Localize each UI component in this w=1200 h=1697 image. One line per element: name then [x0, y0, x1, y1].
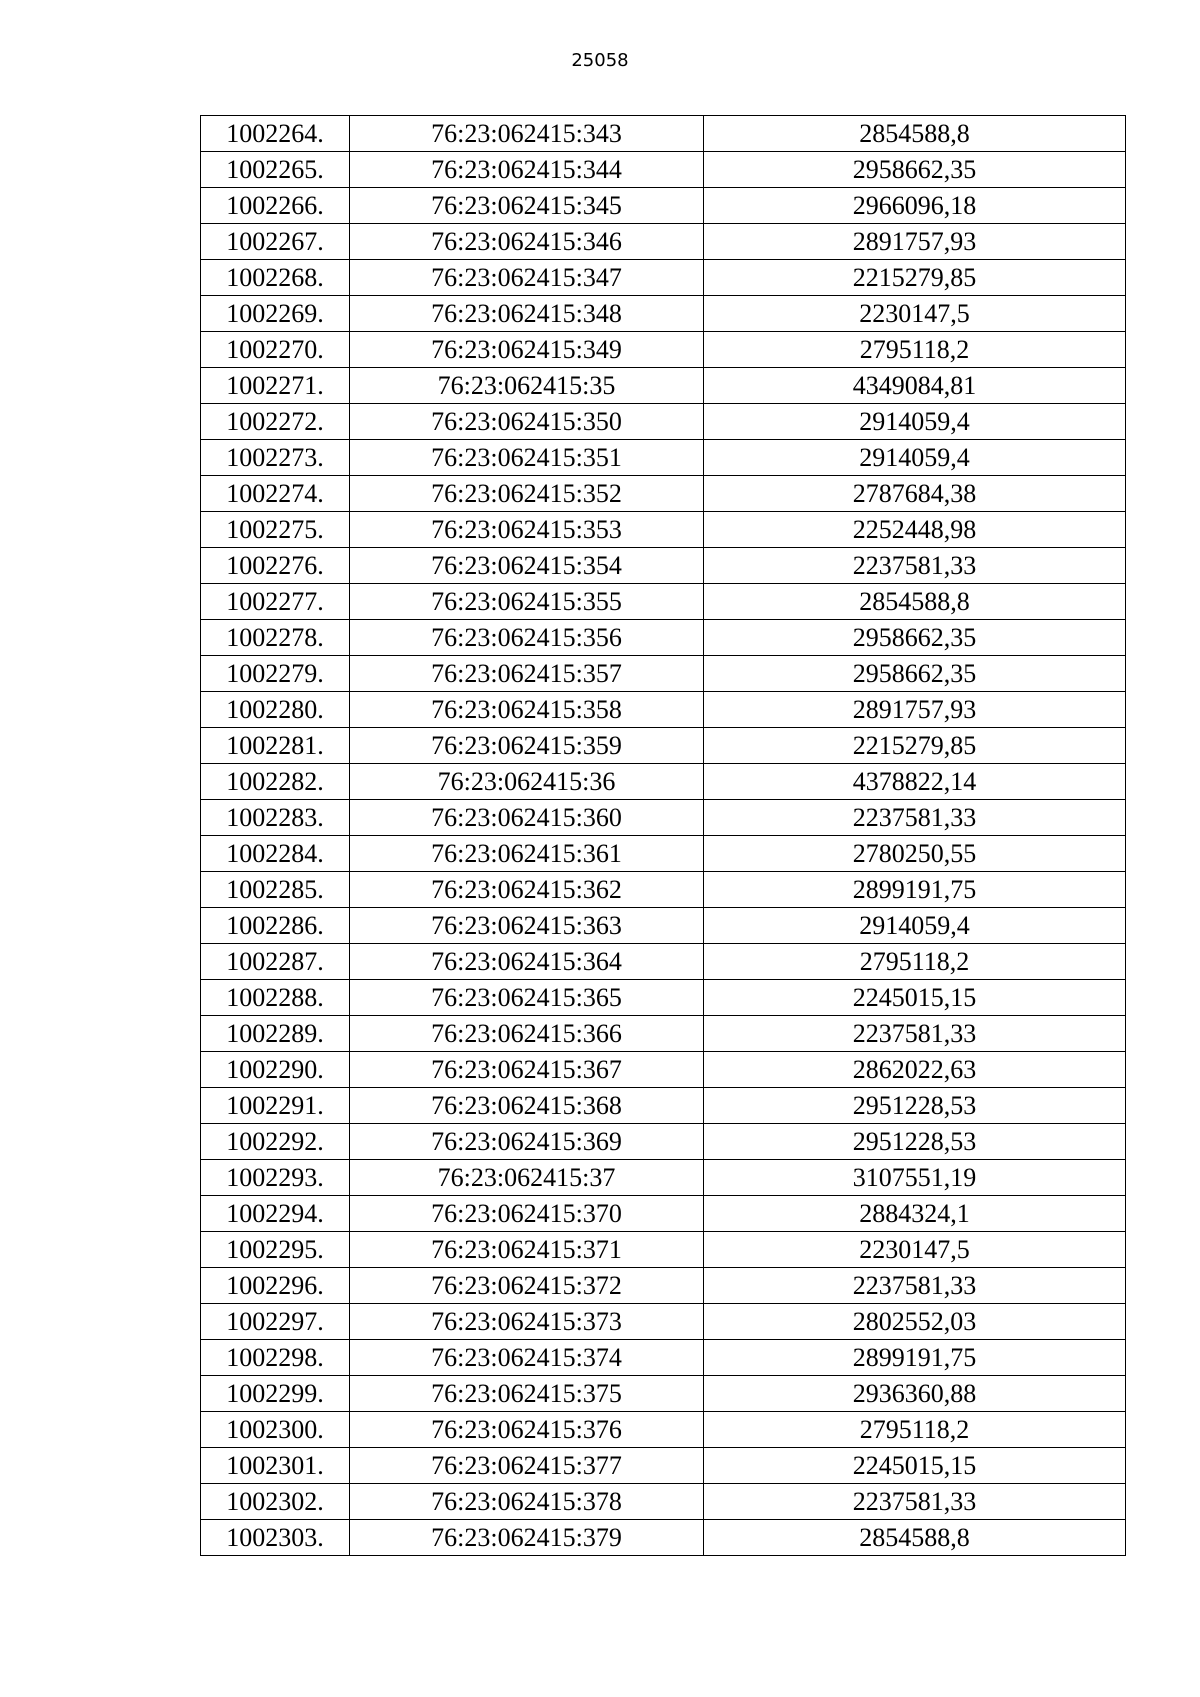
table-row — [201, 1016, 1126, 1052]
cadastral-number-cell: 76:23:062415:356 — [350, 620, 704, 656]
row-number-cell: 1002265. — [201, 152, 350, 188]
table-row — [201, 872, 1126, 908]
cadastral-value-cell: 2780250,55 — [704, 836, 1126, 872]
table-row — [201, 116, 1126, 152]
cadastral-number-cell: 76:23:062415:362 — [350, 872, 704, 908]
row-number-cell: 1002300. — [201, 1412, 350, 1448]
table-row — [201, 692, 1126, 728]
table-row — [201, 944, 1126, 980]
row-number-cell: 1002282. — [201, 764, 350, 800]
cadastral-number-cell: 76:23:062415:377 — [350, 1448, 704, 1484]
row-number-cell: 1002295. — [201, 1232, 350, 1268]
table-row — [201, 656, 1126, 692]
row-number-cell: 1002286. — [201, 908, 350, 944]
cadastral-value-cell: 2237581,33 — [704, 1484, 1126, 1520]
table-row — [201, 980, 1126, 1016]
table-row — [201, 548, 1126, 584]
table-row — [201, 1448, 1126, 1484]
row-number-cell: 1002298. — [201, 1340, 350, 1376]
table-row — [201, 836, 1126, 872]
cadastral-number-cell: 76:23:062415:369 — [350, 1124, 704, 1160]
cadastral-value-table — [200, 115, 1126, 1556]
table-row — [201, 404, 1126, 440]
cadastral-value-cell: 2215279,85 — [704, 260, 1126, 296]
cadastral-number-cell: 76:23:062415:348 — [350, 296, 704, 332]
table-row — [201, 224, 1126, 260]
cadastral-number-cell: 76:23:062415:364 — [350, 944, 704, 980]
row-number-cell: 1002289. — [201, 1016, 350, 1052]
row-number-cell: 1002297. — [201, 1304, 350, 1340]
row-number-cell: 1002293. — [201, 1160, 350, 1196]
table-row — [201, 440, 1126, 476]
cadastral-value-cell: 2230147,5 — [704, 1232, 1126, 1268]
cadastral-value-cell: 2958662,35 — [704, 620, 1126, 656]
row-number-cell: 1002299. — [201, 1376, 350, 1412]
cadastral-number-cell: 76:23:062415:359 — [350, 728, 704, 764]
cadastral-value-cell: 2787684,38 — [704, 476, 1126, 512]
cadastral-value-cell: 2862022,63 — [704, 1052, 1126, 1088]
table-row — [201, 1484, 1126, 1520]
cadastral-value-cell: 2245015,15 — [704, 1448, 1126, 1484]
cadastral-number-cell: 76:23:062415:351 — [350, 440, 704, 476]
cadastral-number-cell: 76:23:062415:358 — [350, 692, 704, 728]
cadastral-value-cell: 2252448,98 — [704, 512, 1126, 548]
table-row — [201, 800, 1126, 836]
cadastral-value-cell: 2795118,2 — [704, 944, 1126, 980]
table-row — [201, 1340, 1126, 1376]
cadastral-value-cell: 2884324,1 — [704, 1196, 1126, 1232]
cadastral-number-cell: 76:23:062415:344 — [350, 152, 704, 188]
cadastral-value-cell: 2958662,35 — [704, 152, 1126, 188]
cadastral-value-cell: 2795118,2 — [704, 332, 1126, 368]
cadastral-number-cell: 76:23:062415:349 — [350, 332, 704, 368]
cadastral-value-cell: 2899191,75 — [704, 1340, 1126, 1376]
cadastral-value-cell: 2899191,75 — [704, 872, 1126, 908]
cadastral-number-cell: 76:23:062415:37 — [350, 1160, 704, 1196]
cadastral-value-cell: 2237581,33 — [704, 1268, 1126, 1304]
cadastral-value-cell: 2891757,93 — [704, 224, 1126, 260]
cadastral-number-cell: 76:23:062415:363 — [350, 908, 704, 944]
row-number-cell: 1002284. — [201, 836, 350, 872]
cadastral-value-cell: 4349084,81 — [704, 368, 1126, 404]
table-row — [201, 152, 1126, 188]
row-number-cell: 1002292. — [201, 1124, 350, 1160]
cadastral-value-cell: 2802552,03 — [704, 1304, 1126, 1340]
cadastral-value-cell: 2914059,4 — [704, 440, 1126, 476]
cadastral-value-cell: 2215279,85 — [704, 728, 1126, 764]
cadastral-number-cell: 76:23:062415:365 — [350, 980, 704, 1016]
cadastral-number-cell: 76:23:062415:367 — [350, 1052, 704, 1088]
cadastral-number-cell: 76:23:062415:379 — [350, 1520, 704, 1556]
table-row — [201, 1124, 1126, 1160]
row-number-cell: 1002301. — [201, 1448, 350, 1484]
table-row — [201, 1304, 1126, 1340]
cadastral-value-cell: 2891757,93 — [704, 692, 1126, 728]
cadastral-value-cell: 2951228,53 — [704, 1124, 1126, 1160]
cadastral-number-cell: 76:23:062415:370 — [350, 1196, 704, 1232]
table-row — [201, 1160, 1126, 1196]
table-row — [201, 1052, 1126, 1088]
cadastral-number-cell: 76:23:062415:347 — [350, 260, 704, 296]
cadastral-number-cell: 76:23:062415:376 — [350, 1412, 704, 1448]
cadastral-number-cell: 76:23:062415:372 — [350, 1268, 704, 1304]
row-number-cell: 1002277. — [201, 584, 350, 620]
cadastral-number-cell: 76:23:062415:355 — [350, 584, 704, 620]
cadastral-number-cell: 76:23:062415:360 — [350, 800, 704, 836]
cadastral-number-cell: 76:23:062415:36 — [350, 764, 704, 800]
table-row — [201, 1088, 1126, 1124]
cadastral-number-cell: 76:23:062415:350 — [350, 404, 704, 440]
cadastral-number-cell: 76:23:062415:352 — [350, 476, 704, 512]
row-number-cell: 1002273. — [201, 440, 350, 476]
cadastral-value-cell: 2854588,8 — [704, 116, 1126, 152]
cadastral-value-cell: 2230147,5 — [704, 296, 1126, 332]
table-row — [201, 584, 1126, 620]
table-row — [201, 332, 1126, 368]
page-number: 25058 — [571, 50, 629, 71]
row-number-cell: 1002275. — [201, 512, 350, 548]
table-row — [201, 1520, 1126, 1556]
row-number-cell: 1002272. — [201, 404, 350, 440]
cadastral-value-cell: 2237581,33 — [704, 548, 1126, 584]
row-number-cell: 1002267. — [201, 224, 350, 260]
cadastral-number-cell: 76:23:062415:374 — [350, 1340, 704, 1376]
row-number-cell: 1002291. — [201, 1088, 350, 1124]
row-number-cell: 1002271. — [201, 368, 350, 404]
table-row — [201, 1412, 1126, 1448]
cadastral-number-cell: 76:23:062415:354 — [350, 548, 704, 584]
cadastral-value-cell: 2951228,53 — [704, 1088, 1126, 1124]
row-number-cell: 1002268. — [201, 260, 350, 296]
table-row — [201, 620, 1126, 656]
table-body — [201, 116, 1126, 1556]
cadastral-value-cell: 2854588,8 — [704, 1520, 1126, 1556]
cadastral-number-cell: 76:23:062415:366 — [350, 1016, 704, 1052]
table-row — [201, 368, 1126, 404]
row-number-cell: 1002276. — [201, 548, 350, 584]
table-row — [201, 1196, 1126, 1232]
table-row — [201, 764, 1126, 800]
row-number-cell: 1002287. — [201, 944, 350, 980]
cadastral-value-cell: 2245015,15 — [704, 980, 1126, 1016]
cadastral-number-cell: 76:23:062415:353 — [350, 512, 704, 548]
row-number-cell: 1002290. — [201, 1052, 350, 1088]
cadastral-number-cell: 76:23:062415:371 — [350, 1232, 704, 1268]
cadastral-number-cell: 76:23:062415:343 — [350, 116, 704, 152]
row-number-cell: 1002280. — [201, 692, 350, 728]
cadastral-value-cell: 2936360,88 — [704, 1376, 1126, 1412]
table-row — [201, 296, 1126, 332]
row-number-cell: 1002278. — [201, 620, 350, 656]
row-number-cell: 1002285. — [201, 872, 350, 908]
table-row — [201, 260, 1126, 296]
cadastral-number-cell: 76:23:062415:375 — [350, 1376, 704, 1412]
table-row — [201, 1376, 1126, 1412]
row-number-cell: 1002269. — [201, 296, 350, 332]
row-number-cell: 1002281. — [201, 728, 350, 764]
cadastral-value-cell: 2795118,2 — [704, 1412, 1126, 1448]
cadastral-value-cell: 2237581,33 — [704, 1016, 1126, 1052]
table-row — [201, 188, 1126, 224]
row-number-cell: 1002294. — [201, 1196, 350, 1232]
cadastral-value-cell: 2958662,35 — [704, 656, 1126, 692]
row-number-cell: 1002264. — [201, 116, 350, 152]
cadastral-value-cell: 2966096,18 — [704, 188, 1126, 224]
row-number-cell: 1002302. — [201, 1484, 350, 1520]
row-number-cell: 1002288. — [201, 980, 350, 1016]
cadastral-number-cell: 76:23:062415:345 — [350, 188, 704, 224]
row-number-cell: 1002303. — [201, 1520, 350, 1556]
cadastral-number-cell: 76:23:062415:361 — [350, 836, 704, 872]
cadastral-value-cell: 4378822,14 — [704, 764, 1126, 800]
row-number-cell: 1002296. — [201, 1268, 350, 1304]
cadastral-value-cell: 2914059,4 — [704, 404, 1126, 440]
row-number-cell: 1002266. — [201, 188, 350, 224]
table-row — [201, 908, 1126, 944]
cadastral-value-cell: 2854588,8 — [704, 584, 1126, 620]
table-row — [201, 1268, 1126, 1304]
row-number-cell: 1002283. — [201, 800, 350, 836]
cadastral-value-cell: 2914059,4 — [704, 908, 1126, 944]
cadastral-number-cell: 76:23:062415:378 — [350, 1484, 704, 1520]
cadastral-value-cell: 2237581,33 — [704, 800, 1126, 836]
table-row — [201, 476, 1126, 512]
cadastral-number-cell: 76:23:062415:368 — [350, 1088, 704, 1124]
cadastral-number-cell: 76:23:062415:373 — [350, 1304, 704, 1340]
row-number-cell: 1002274. — [201, 476, 350, 512]
cadastral-value-cell: 3107551,19 — [704, 1160, 1126, 1196]
table-row — [201, 512, 1126, 548]
row-number-cell: 1002279. — [201, 656, 350, 692]
cadastral-number-cell: 76:23:062415:357 — [350, 656, 704, 692]
cadastral-number-cell: 76:23:062415:346 — [350, 224, 704, 260]
row-number-cell: 1002270. — [201, 332, 350, 368]
table-row — [201, 1232, 1126, 1268]
cadastral-number-cell: 76:23:062415:35 — [350, 368, 704, 404]
table-row — [201, 728, 1126, 764]
